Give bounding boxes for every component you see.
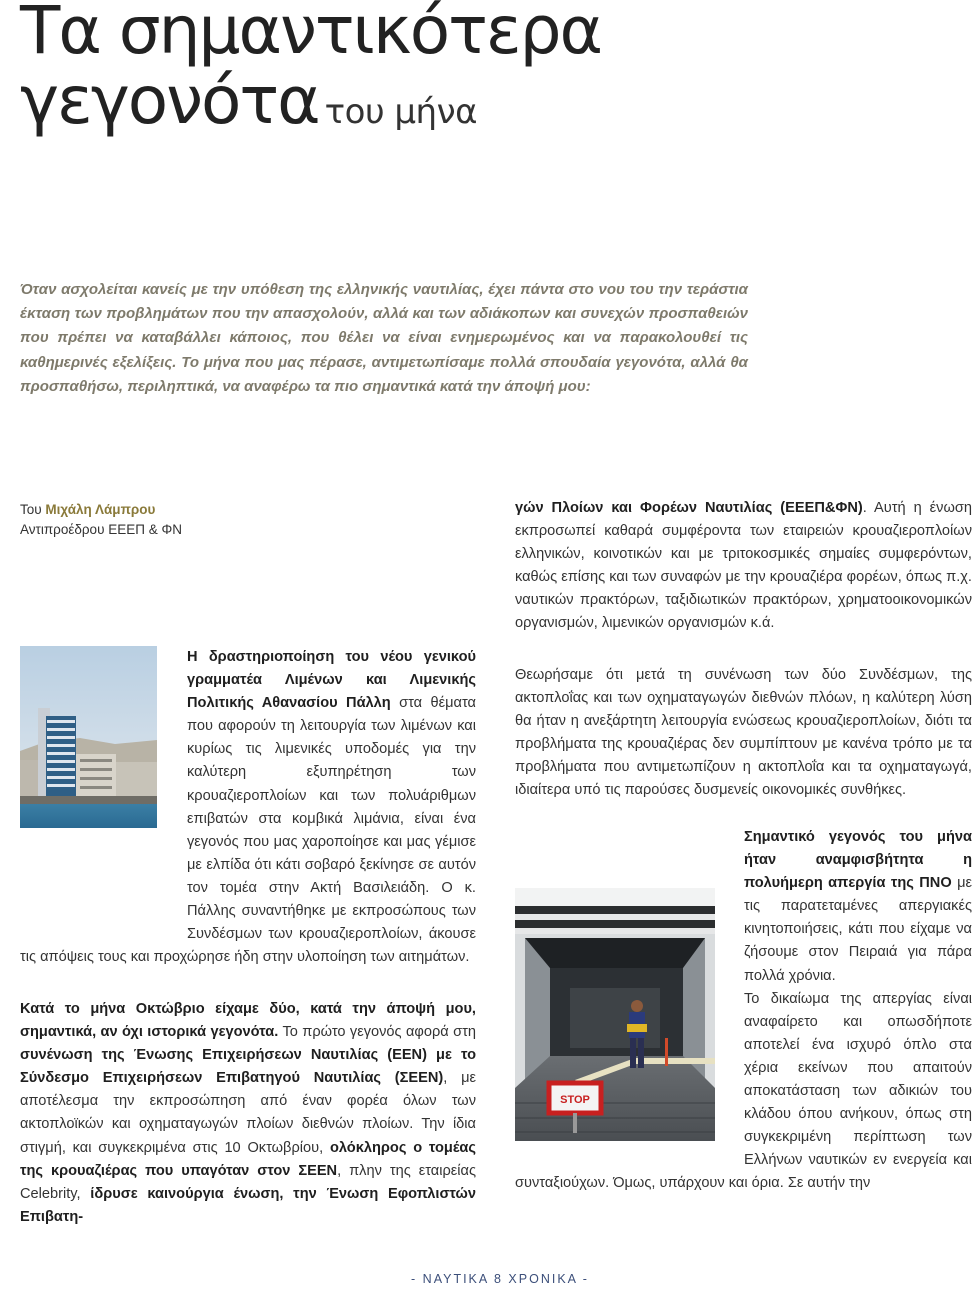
left-para-2-bold-1: Κατά το μήνα Οκτώβριο είχαμε δύο, κατά την άποψή μου, σημαντικά, αν όχι ιστορικά γεγονότα.: [20, 1001, 476, 1041]
left-para-2-text-3: , πλην της εταιρείας Celebrity,: [20, 1162, 476, 1202]
byline-name: Μιχάλη Λάμπρου: [45, 502, 156, 517]
right-para-1-bold: γών Πλοίων και Φορέων Ναυτιλίας (ΕΕΕΠ&ΦΝ): [515, 500, 863, 516]
right-para-3-bold: Σημαντικό γεγονός του μήνα ήταν αναμφισβήτητα η πολυήμερη απεργία της ΠΝΟ: [744, 829, 972, 892]
stop-sign-label: STOP: [560, 1094, 590, 1106]
left-para-1-text: στα θέματα που αφορούν τη λειτουργία των λιμένων και κυρίως τις λιμενικές υποδομές για την καλύτερη εξυπηρέτηση των κρουαζιεροπλοίων και των πολυάριθμων επιβατών στα κομβικά λιμάνια, είναι ένα γεγονός που μας χαροποίησε και μας γέμισε με ελπίδα ότι κάτι σοβαρό ξεκίνησε σε αυτόν τον τομέα στην Ακτή Βασιλειάδη. Ο κ. Πάλλης συναντήθηκε με εκπροσώπους των Συνδέσμων των κρουαζιεροπλοίων, άκουσε τις απόψεις τους και προχώρησε ήδη στην υλοποίηση των αιτημάτων.: [20, 695, 476, 966]
byline-author: [20, 500, 182, 520]
right-para-1: [515, 497, 972, 636]
lead-paragraph: Όταν ασχολείται κανείς με την υπόθεση της ελληνικής ναυτιλίας, έχει πάντα στο νου του την τεράστια έκταση των προβλημάτων που την απασχολούν, αλλά και των αδιάκοπων και συνεχών προσπαθειών που πρέπει να καταβάλλει κάποιος, που θέλει να είναι ενημερωμένος και να παρακολουθεί τις καθημερινές εξελίξεις. Το μήνα που μας πέρασε, αντιμετωπίσαμε πολλά σπουδαία γεγονότα, αλλά θα προσπαθήσω, περιληπτικά, να αναφέρω τα πιο σημαντικά κατά την άποψή μου:: [20, 281, 748, 395]
left-para-2: [20, 998, 476, 1229]
byline-prefix: Του: [20, 502, 42, 517]
photo2-wrap-spacer: [515, 826, 744, 1152]
photo-wrap-spacer: [20, 646, 187, 940]
right-para-4: Το δικαίωμα της απεργίας είναι αναφαίρετο και οπωσδήποτε αποτελεί ένα ισχυρό όπλο στα χέρια εκείνων που απαιτούν αποκατάσταση των αδικιών του κλάδου όπου ανήκουν, όπως στη συγκεκριμένη περίπτωση των Ελλήνων ναυτικών εν ενεργεία και συνταξιούχων. Όμως, υπάρχουν και όρια. Σε αυτήν την: [515, 990, 972, 1192]
page-footer: - ΝΑΥΤΙΚΑ 8 ΧΡΟΝΙΚΑ -: [411, 1272, 589, 1286]
byline: [20, 500, 182, 540]
title-line-1: Τα σημαντικότερα: [20, 0, 601, 69]
right-para-1-text: . Αυτή η ένωση εκπροσωπεί καθαρά συμφέροντα των εταιρειών κρουαζιεροπλοίων ελληνικών, κοινοτικών και με τριτοκοσμικές σημαίες συμφερόντων, καθώς επίσης και των συναφών με την κρουαζιέρα φορέων, όπως π.χ. ναυτικών πρακτόρων, ταξιδιωτικών πρακτόρων, χρηματοοικονομικών οργανισμών, λιμενικών οργανισμών κ.ά.: [515, 500, 972, 632]
title-line-2-small: του μήνα: [324, 92, 478, 132]
right-para-2: Θεωρήσαμε ότι μετά τη συνένωση των δύο Συνδέσμων, της ακτοπλοΐας και των οχηματαγωγών διεθνών πλόων, η καλύτερη λύση θα ήταν η ανεξάρτητη λειτουργία ενώσεως κρουαζιεροπλοίων, διότι τα προβλήματα της κρουαζιέρας δεν συμπίπτουν με κανένα τρόπο με τα προβλήματα που αντιμετωπίζουν η ακτοπλοΐα και τα οχηματαγωγά, ιδιαίτερα υπό τις παρούσες δυσμενείς οικονομικές συνθήκες.: [515, 667, 972, 799]
right-para-3: [515, 826, 972, 1196]
right-para-3-text: με τις παρατεταμένες απεργιακές κινητοποιήσεις, κάτι που είχαμε να ζήσουμε στον Πειραιά για πάρα πολλά χρόνια.: [744, 875, 972, 984]
left-para-2-bold-2: συνένωση της Ένωσης Επιχειρήσεων Ναυτιλίας (ΕΕΝ) με το Σύνδεσμο Επιχειρήσεων Επιβατηγού Ναυτιλίας (ΣΕΕΝ): [20, 1047, 476, 1087]
left-para-1-bold: Η δραστηριοποίηση του νέου γενικού γραμματέα Λιμένων και Λιμενικής Πολιτικής Αθανασίου Πάλλη: [187, 649, 476, 712]
left-para-1: [20, 646, 476, 969]
title-line-2-big: γεγονότα: [20, 62, 319, 139]
left-para-2-text-1: Το πρώτο γεγονός αφορά στη: [282, 1024, 476, 1041]
left-para-2-bold-4: ίδρυσε καινούργια ένωση, την Ένωση Εφοπλιστών Επιβατη-: [20, 1185, 476, 1225]
left-para-2-text-2: , με αποτέλεσμα την εκπροσώπηση από έναν φορέα όλων των ακτοπλοϊκών και οχηματαγωγών πλοίων διεθνών πλοίων. Την ίδια στιγμή, και συγκεκριμένα στις 10 Οκτωβρίου,: [20, 1070, 476, 1156]
title-line-2: [20, 62, 477, 139]
left-para-2-bold-3: ολόκληρος ο τομέας της κρουαζιέρας που υπαγόταν στον ΣΕΕΝ: [20, 1139, 476, 1179]
byline-role: Αντιπροέδρου ΕΕΕΠ & ΦΝ: [20, 522, 182, 537]
